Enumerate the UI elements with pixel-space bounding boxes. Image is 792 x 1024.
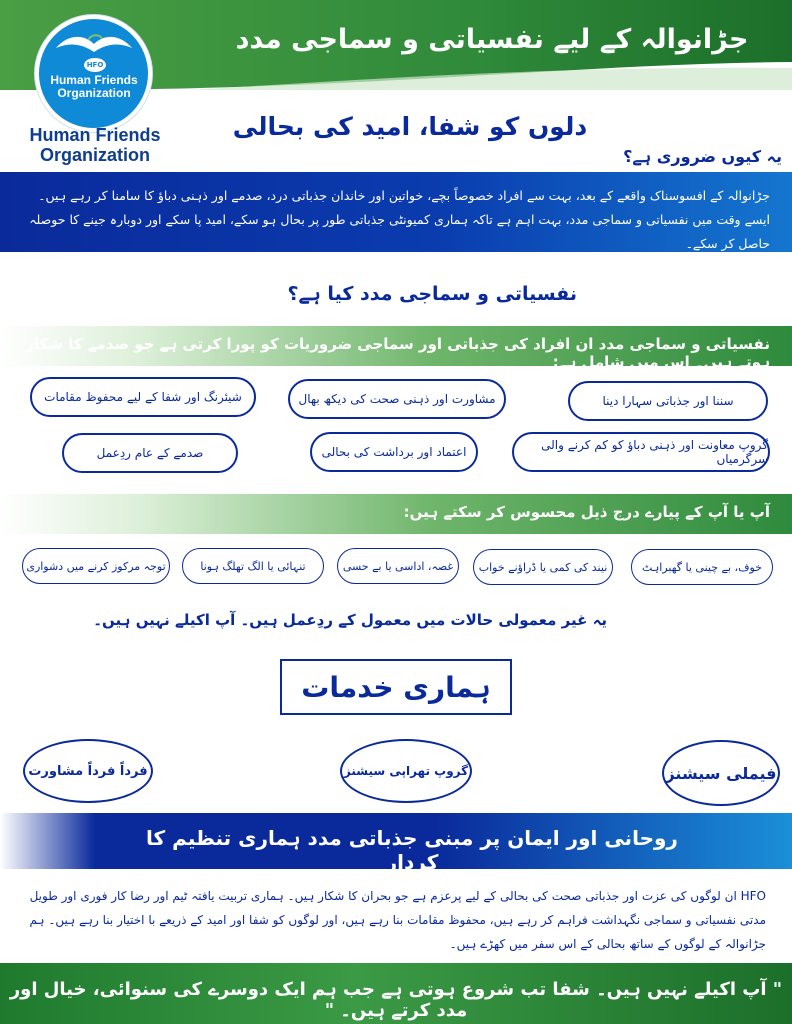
why-body: جڑانوالہ کے افسوسناک واقعے کے بعد، بہت سے افراد خصوصاً بچے، خواتین اور خاندان جذباتی درد، صدمے اور ذہنی دباؤ کا سامنا کر رہے ہیں۔ ایسے وقت میں نفسیاتی و سماجی مدد، بہت اہم ہے تاکہ ہماری کمیونٹی جذباتی طور پر بحال ہو سکے، امید پا سکے اور دوبارہ جینے کا حوصلہ حاصل کر سکے۔ [29,188,770,251]
what-item: شیئرنگ اور شفا کے لیے محفوظ مقامات [30,377,256,417]
feeling-item: توجہ مرکوز کرنے میں دشواری [22,548,170,584]
what-item: مشاورت اور ذہنی صحت کی دیکھ بھال [288,379,506,419]
organization-name: Human Friends Organization [29,125,161,165]
feelings-note: یہ غیر معمولی حالات میں معمول کے ردِعمل ہیں۔ آپ اکیلے نہیں ہیں۔ [93,611,607,629]
service-item: فیملی سیشنز [662,740,780,806]
what-item: اعتماد اور برداشت کی بحالی [310,432,478,472]
role-heading: روحانی اور ایمان پر مبنی جذباتی مدد ہماری تنظیم کا کردار [146,826,678,874]
logo-text: Human Friends Organization [50,73,138,100]
feelings-intro: آپ یا آپ کے پیارے درج ذیل محسوس کر سکتے ہیں: [403,503,770,521]
services-heading: ہماری خدمات [280,659,512,715]
service-item: فرداً فرداً مشاورت [23,739,153,803]
why-heading: یہ کیوں ضروری ہے؟ [623,147,782,166]
feeling-item: خوف، بے چینی یا گھبراہٹ [631,549,773,585]
page-subtitle: دلوں کو شفا، امید کی بحالی [232,112,588,141]
service-item: گروپ تھراپی سیشنز [340,739,472,803]
feeling-item: نیند کی کمی یا ڈراؤنے خواب [473,549,613,585]
page-title: جڑانوالہ کے لیے نفسیاتی و سماجی مدد [235,24,749,55]
closing-quote: " آپ اکیلے نہیں ہیں۔ شفا تب شروع ہوتی ہے جب ہم ایک دوسرے کی سنوائی، خیال اور مدد کرتے ہیں۔ " [9,979,783,1021]
what-item: گروپ معاونت اور ذہنی دباؤ کو کم کرنے والی سرگرمیاں [512,432,770,472]
what-item: صدمے کے عام ردِعمل [62,433,238,473]
what-intro: نفسیاتی و سماجی مدد ان افراد کی جذباتی اور سماجی ضروریات کو پورا کرتی ہے جو صدمے کا شکار ہوتے ہیں۔ اس میں شامل ہے: [25,335,770,371]
dove-icon [54,30,134,56]
what-item: سننا اور جذباتی سہارا دینا [568,381,768,421]
feeling-item: تنہائی یا الگ تھلگ ہونا [182,548,324,584]
logo-badge: HFO [84,58,106,72]
role-body: HFO ان لوگوں کی عزت اور جذباتی صحت کی بحالی کے لیے پرعزم ہے جو بحران کا شکار ہیں۔ ہماری تربیت یافتہ ٹیم اور رضا کار فوری اور طویل مدتی نفسیاتی و سماجی نگہداشت فراہم کر رہے ہیں، محفوظ مقامات بنا رہے ہیں، اور لوگوں کو شفا اور امید کے ذریعے با اختیار بنا رہے ہیں۔ ہم جڑانوالہ کے لوگوں کے ساتھ بحالی کے اس سفر میں کھڑے ہیں۔ [29,889,766,951]
feeling-item: غصہ، اداسی یا بے حسی [337,548,459,584]
what-heading: نفسیاتی و سماجی مدد کیا ہے؟ [287,283,577,305]
